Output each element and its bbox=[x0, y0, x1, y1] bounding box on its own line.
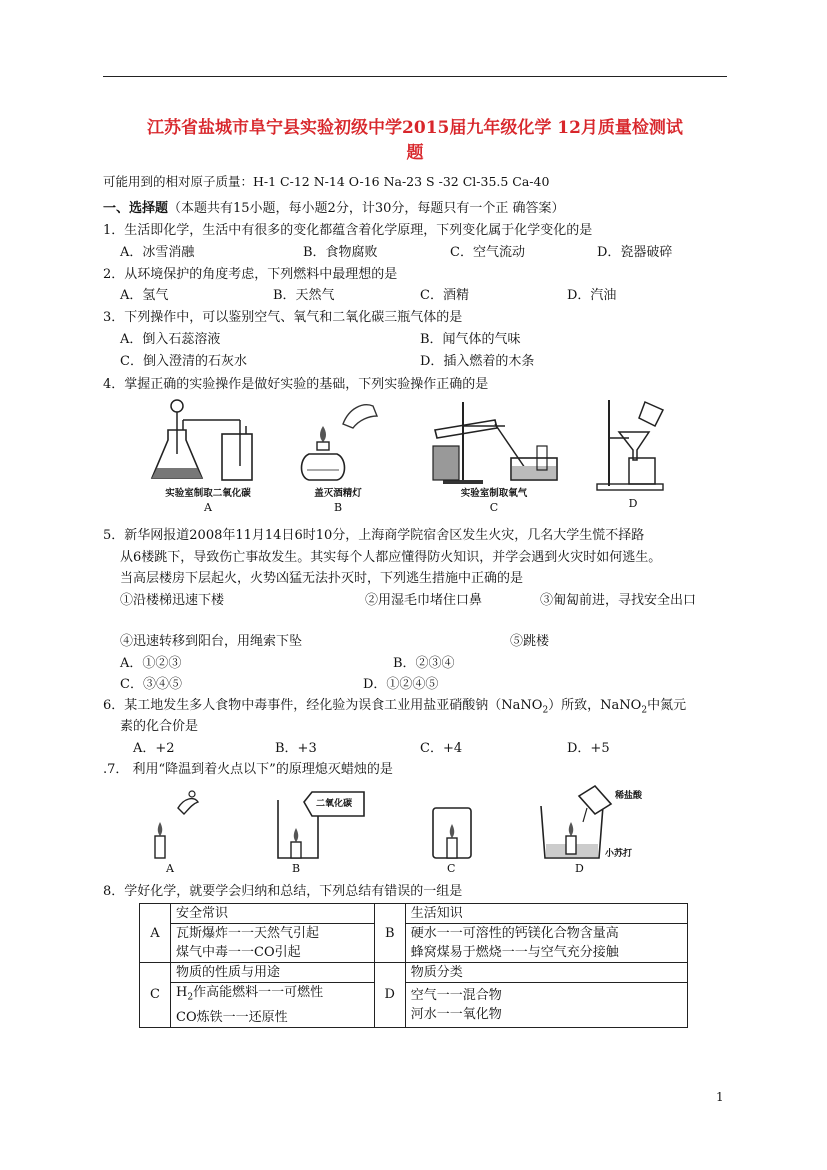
q5-item-4: ④迅速转移到阳台，用绳索下坠 bbox=[120, 634, 303, 649]
q5-item-2: ②用湿毛巾堵住口鼻 bbox=[365, 593, 483, 608]
q8-b-body: 硬水一一可溶性的钙镁化合物含量高 蜂窝煤易于燃烧一一与空气充分接触 bbox=[405, 924, 687, 963]
q4-letter-b: B bbox=[333, 501, 343, 514]
q6-option-d: D．+5 bbox=[567, 741, 610, 756]
q5-option-a: A．①②③ bbox=[120, 656, 182, 671]
q7-letter-c: C bbox=[447, 862, 456, 875]
q2-option-c: C．酒精 bbox=[420, 288, 469, 303]
q8-summary-table bbox=[139, 903, 688, 1028]
q4-figure-d bbox=[593, 396, 673, 514]
page-number: 1 bbox=[716, 1090, 724, 1104]
q8-label-d: D bbox=[374, 963, 405, 1028]
q3-stem: 3．下列操作中，可以鉴别空气、氧气和二氧化碳三瓶气体的是 bbox=[103, 310, 463, 325]
q2-option-a: A．氢气 bbox=[120, 288, 169, 303]
q1-option-d: D．瓷器破碎 bbox=[597, 245, 673, 260]
q7-figure-b bbox=[270, 788, 374, 878]
q4-letter-c: C bbox=[489, 501, 499, 514]
q8-a-head: 安全常识 bbox=[171, 904, 375, 924]
blowing-candle-icon bbox=[148, 788, 208, 860]
q8-label-a: A bbox=[140, 904, 171, 963]
q3-option-c: C．倒入澄清的石灰水 bbox=[120, 354, 247, 369]
co2-generation-apparatus-icon bbox=[144, 396, 272, 488]
q7-letter-d: D bbox=[575, 862, 584, 875]
q7-label-co2: 二氧化碳 bbox=[316, 799, 353, 809]
q4-figure-c bbox=[425, 396, 563, 514]
document-title: 江苏省盐城市阜宁县实验初级中学2015届九年级化学 12月质量检测试 bbox=[147, 118, 683, 138]
q4-caption-c: 实验室制取氧气 bbox=[460, 488, 528, 499]
alcohol-lamp-icon bbox=[293, 396, 383, 488]
q5-option-d: D．①②④⑤ bbox=[363, 677, 439, 692]
q4-caption-a: 实验室制取二氧化碳 bbox=[165, 488, 251, 499]
q6-stem-line1: 6．某工地发生多人食物中毒事件，经化验为误食工业用盐亚硝酸钠（NaNO$_2$）所致，NaNO$_2$中氮元 bbox=[103, 698, 687, 716]
q1-option-a: A．冰雪消融 bbox=[120, 245, 195, 260]
q3-option-a: A．倒入石蕊溶液 bbox=[120, 332, 221, 347]
q5-stem-line2: 从6楼跳下，导致伤亡事故发生。其实每个人都应懂得防火知识，并学会遇到火灾时如何逃生。 bbox=[120, 550, 662, 565]
header-rule bbox=[103, 76, 727, 77]
document-title-continued: 题 bbox=[406, 143, 424, 163]
q2-option-b: B．天然气 bbox=[273, 288, 335, 303]
q8-stem: 8．学好化学，就要学会归纳和总结，下列总结有错误的一组是 bbox=[103, 884, 463, 899]
q7-label-baking-soda: 小苏打 bbox=[605, 849, 633, 859]
q8-label-c: C bbox=[140, 963, 171, 1028]
q7-figure-d bbox=[535, 782, 665, 878]
q3-option-b: B．闻气体的气味 bbox=[420, 332, 521, 347]
q4-figure-a bbox=[144, 396, 272, 514]
q5-option-b: B．②③④ bbox=[393, 656, 455, 671]
q7-letter-b: B bbox=[292, 862, 301, 875]
q6-option-a: A．+2 bbox=[133, 741, 175, 756]
q1-option-b: B．食物腐败 bbox=[303, 245, 378, 260]
q4-stem: 4．掌握正确的实验操作是做好实验的基础，下列实验操作正确的是 bbox=[103, 377, 489, 392]
q5-item-5: ⑤跳楼 bbox=[510, 634, 550, 649]
q5-item-3: ③匍匐前进，寻找安全出口 bbox=[540, 593, 697, 608]
q5-item-1: ①沿楼梯迅速下楼 bbox=[120, 593, 225, 608]
q5-option-c: C．③④⑤ bbox=[120, 677, 182, 692]
acid-pouring-candle-icon bbox=[535, 782, 665, 860]
q4-figure-b bbox=[293, 396, 383, 514]
q8-a-body: 瓦斯爆炸一一天然气引起 煤气中毒一一CO引起 bbox=[171, 924, 375, 963]
q7-letter-a: A bbox=[166, 862, 174, 875]
q2-option-d: D．汽油 bbox=[567, 288, 617, 303]
q3-option-d: D．插入燃着的木条 bbox=[420, 354, 535, 369]
q6-option-c: C．+4 bbox=[420, 741, 463, 756]
atomic-masses: 可能用到的相对原子质量：H-1 C-12 N-14 O-16 Na-23 S -32 Cl-35.5 Ca-40 bbox=[103, 174, 550, 189]
q7-label-acid: 稀盐酸 bbox=[615, 791, 643, 801]
covered-candle-icon bbox=[427, 788, 479, 860]
q1-option-c: C．空气流动 bbox=[450, 245, 525, 260]
filtration-apparatus-icon bbox=[593, 396, 673, 496]
q1-stem: 1．生活即化学，生活中有很多的变化都蕴含着化学原理，下列变化属于化学变化的是 bbox=[103, 223, 593, 238]
q8-d-body: 空气一一混合物 河水一一氧化物 bbox=[405, 983, 687, 1028]
q8-c-head: 物质的性质与用途 bbox=[171, 963, 375, 983]
q5-stem-line3: 当高层楼房下层起火，火势凶猛无法扑灭时，下列逃生措施中正确的是 bbox=[120, 571, 524, 586]
q8-b-head: 生活知识 bbox=[405, 904, 687, 924]
q8-d-head: 物质分类 bbox=[405, 963, 687, 983]
q6-stem-line2: 素的化合价是 bbox=[120, 719, 199, 734]
q7-stem: .7． 利用“降温到着火点以下”的原理熄灭蜡烛的是 bbox=[103, 762, 393, 777]
q8-c-body: $H_2$作高能燃料一一可燃性 CO炼铁一一还原性 bbox=[171, 983, 375, 1028]
q2-stem: 2．从环境保护的角度考虑，下列燃料中最理想的是 bbox=[103, 267, 398, 282]
q4-letter-d: D bbox=[628, 497, 638, 510]
q4-caption-b: 盖灭酒精灯 bbox=[314, 488, 362, 499]
q5-stem-line1: 5．新华网报道2008年11月14日6时10分，上海商学院宿舍区发生火灾，几名大学生慌不择路 bbox=[103, 528, 645, 543]
section-heading: 一、选择题（本题共有15小题，每小题2分，计30分，每题只有一个正 确答案） bbox=[103, 201, 565, 216]
q6-option-b: B．+3 bbox=[275, 741, 317, 756]
q7-figure-a bbox=[148, 788, 208, 878]
q8-label-b: B bbox=[374, 904, 405, 963]
q4-letter-a: A bbox=[204, 501, 212, 514]
q7-figure-c bbox=[427, 788, 479, 878]
oxygen-generation-apparatus-icon bbox=[425, 396, 563, 488]
